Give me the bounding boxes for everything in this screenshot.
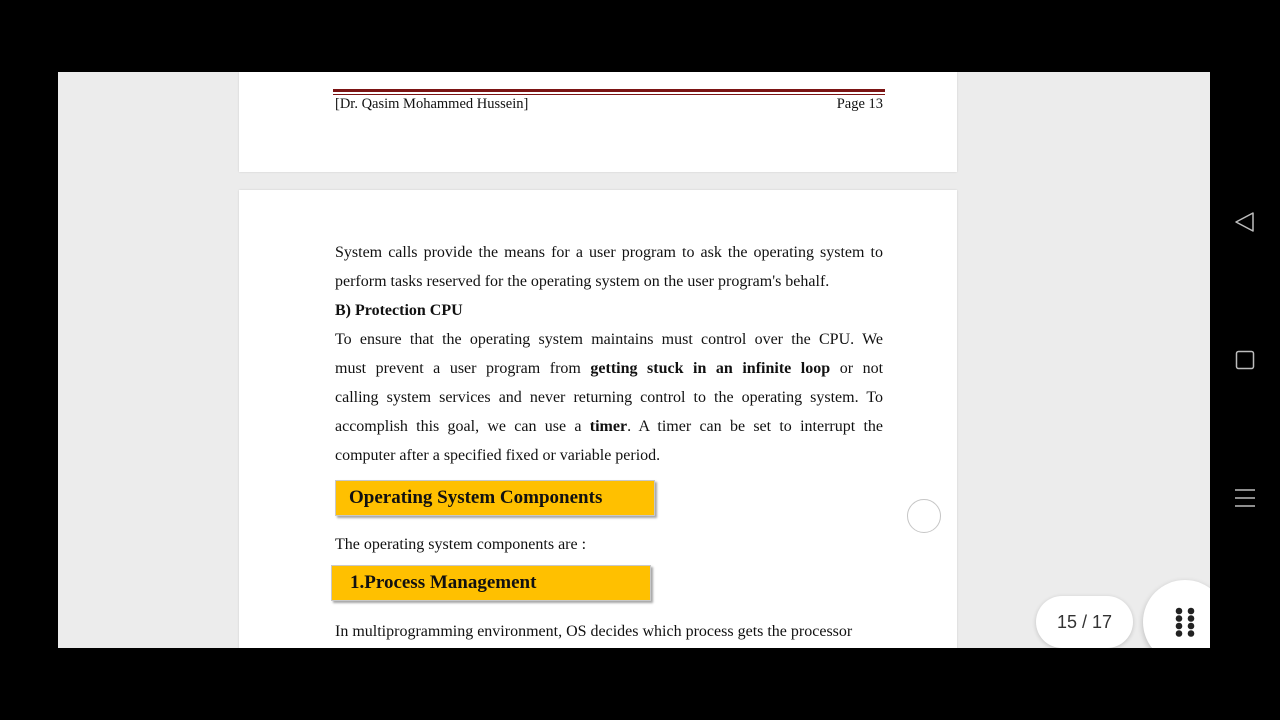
header-rule xyxy=(333,89,885,92)
nav-home-button[interactable] xyxy=(1232,347,1258,373)
recents-lines-icon xyxy=(1232,485,1258,511)
page-author: [Dr. Qasim Mohammed Hussein] xyxy=(335,96,529,112)
text-span: must prevent a user program from xyxy=(335,360,591,377)
text-span: . A timer can be set to interrupt the xyxy=(627,418,884,435)
back-triangle-icon xyxy=(1232,209,1258,235)
pdf-page-current xyxy=(239,190,957,648)
text-line: calling system services and never returning control to the operating system. To xyxy=(335,389,883,406)
system-calls-paragraph xyxy=(335,238,883,470)
pdf-viewer[interactable] xyxy=(58,72,1210,648)
page-counter: 15 / 17 xyxy=(1036,596,1133,648)
text-line xyxy=(335,354,883,383)
bold-text: timer xyxy=(589,418,628,435)
os-components-banner: Operating System Components xyxy=(335,480,655,516)
text-line: computer after a specified fixed or variable period. xyxy=(335,447,661,464)
bold-text: getting stuck in an infinite loop xyxy=(590,360,831,377)
components-intro: The operating system components are : xyxy=(335,536,587,553)
text-span: accomplish this goal, we can use a xyxy=(335,418,590,435)
touch-indicator xyxy=(907,499,941,533)
text-line: perform tasks reserved for the operating system on the user program's behalf. xyxy=(335,273,830,290)
home-square-icon xyxy=(1232,347,1258,373)
multiprogramming-paragraph: In multiprogramming environment, OS decides which process gets the processor xyxy=(335,623,853,640)
grid-dots-icon xyxy=(1175,607,1195,637)
page-menu-button[interactable] xyxy=(1143,580,1210,648)
text-line: To ensure that the operating system maintains must control over the CPU. We xyxy=(335,331,883,348)
process-management-banner: 1.Process Management xyxy=(331,565,651,601)
page-number-label: Page 13 xyxy=(836,96,883,112)
text-line xyxy=(335,412,883,441)
header-rule-thin xyxy=(333,94,885,95)
nav-recents-button[interactable] xyxy=(1232,485,1258,511)
nav-back-button[interactable] xyxy=(1232,209,1258,235)
protection-heading: B) Protection CPU xyxy=(335,302,463,319)
pdf-page-previous xyxy=(239,72,957,172)
text-line: System calls provide the means for a user program to ask the operating system to xyxy=(335,244,883,261)
text-span: or not xyxy=(830,360,884,377)
